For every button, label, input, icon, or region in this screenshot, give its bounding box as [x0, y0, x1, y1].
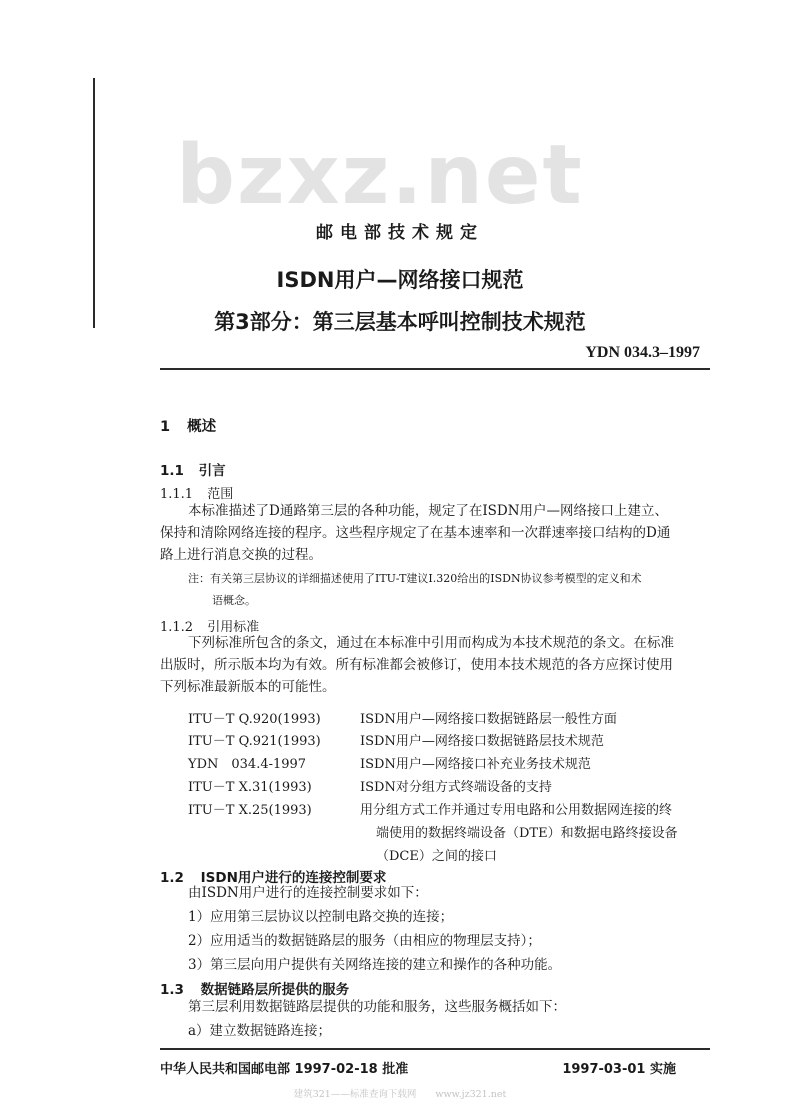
references-paragraph-line: 出版时，所示版本均为有效。所有标准都会被修订，使用本技术规范的各方应探讨使用	[160, 657, 673, 673]
section-title: 引用标准	[207, 620, 260, 635]
scope-paragraph-line: 路上进行消息交换的过程。	[160, 547, 322, 563]
reference-title-continued: （DCE）之间的接口	[376, 849, 497, 864]
section-number: 1.3	[160, 982, 184, 998]
reference-code: ITU－T Q.921(1993)	[188, 734, 321, 749]
header-divider	[160, 368, 710, 370]
section-1-heading	[160, 415, 216, 436]
section-1-3-heading	[160, 978, 349, 998]
section-number: 1.2	[160, 870, 184, 886]
section-number: 1.1.2	[160, 620, 194, 635]
section-title: ISDN用户进行的连接控制要求	[200, 870, 387, 886]
requirements-intro: 由ISDN用户进行的连接控制要求如下：	[188, 885, 428, 901]
reference-code: ITU－T X.31(1993)	[188, 780, 312, 795]
document-subtitle: 第3部分：第三层基本呼叫控制技术规范	[214, 310, 586, 334]
issuing-ministry: 邮电部技术规定	[316, 223, 484, 243]
section-title: 概述	[187, 419, 217, 435]
references-paragraph-line: 下列标准所包含的条文，通过在本标准中引用而构成为本技术规范的条文。在标准	[188, 635, 674, 651]
scope-note-line: 语概念。	[212, 594, 256, 607]
effective-date-line: 1997-03-01 实施	[562, 1062, 676, 1077]
approval-line: 中华人民共和国邮电部 1997-02-18 批准	[160, 1062, 409, 1077]
section-title: 范围	[207, 487, 234, 502]
section-number: 1	[160, 419, 171, 435]
reference-title: ISDN对分组方式终端设备的支持	[360, 780, 552, 795]
section-number: 1.1	[160, 463, 184, 479]
reference-code: YDN 034.4-1997	[188, 757, 307, 772]
requirement-item: 1）应用第三层协议以控制电路交换的连接；	[188, 909, 454, 925]
services-intro: 第三层利用数据链路层提供的功能和服务，这些服务概括如下：	[188, 999, 566, 1015]
section-1-1-heading	[160, 459, 226, 479]
section-title: 数据链路层所提供的服务	[200, 982, 350, 998]
scope-note-line: 注：有关第三层协议的详细描述使用了ITU-T建议I.320给出的ISDN协议参考模型的定义和术	[188, 572, 642, 585]
document-title: ISDN用户—网络接口规范	[276, 268, 524, 292]
reference-title: ISDN用户—网络接口数据链路层技术规范	[360, 734, 604, 749]
scope-paragraph-line: 本标准描述了D通路第三层的各种功能，规定了在ISDN用户—网络接口上建立、	[188, 503, 669, 519]
reference-title: ISDN用户—网络接口补充业务技术规范	[360, 757, 591, 772]
standard-number: YDN 034.3–1997	[585, 344, 700, 361]
footer-divider	[160, 1048, 710, 1050]
watermark-text: bzxz.net	[176, 128, 584, 223]
reference-title: 用分组方式工作并通过专用电路和公用数据网连接的终	[360, 803, 673, 818]
section-number: 1.1.1	[160, 487, 194, 502]
service-item: a）建立数据链路连接；	[188, 1023, 332, 1039]
scope-paragraph-line: 保持和清除网络连接的程序。这些程序规定了在基本速率和一次群速率接口结构的D通	[160, 525, 671, 541]
reference-title: ISDN用户—网络接口数据链路层一般性方面	[360, 712, 617, 727]
requirement-item: 2）应用适当的数据链路层的服务（由相应的物理层支持）；	[188, 933, 541, 949]
reference-title-continued: 端使用的数据终端设备（DTE）和数据电路终接设备	[376, 826, 678, 841]
site-credit: 建筑321——标准查询下载网 www.jz321.net	[293, 1089, 507, 1100]
reference-code: ITU－T X.25(1993)	[188, 803, 312, 818]
section-title: 引言	[198, 463, 226, 479]
requirement-item: 3）第三层向用户提供有关网络连接的建立和操作的各种功能。	[188, 957, 562, 973]
references-paragraph-line: 下列标准最新版本的可能性。	[160, 679, 336, 695]
reference-code: ITU－T Q.920(1993)	[188, 712, 321, 727]
